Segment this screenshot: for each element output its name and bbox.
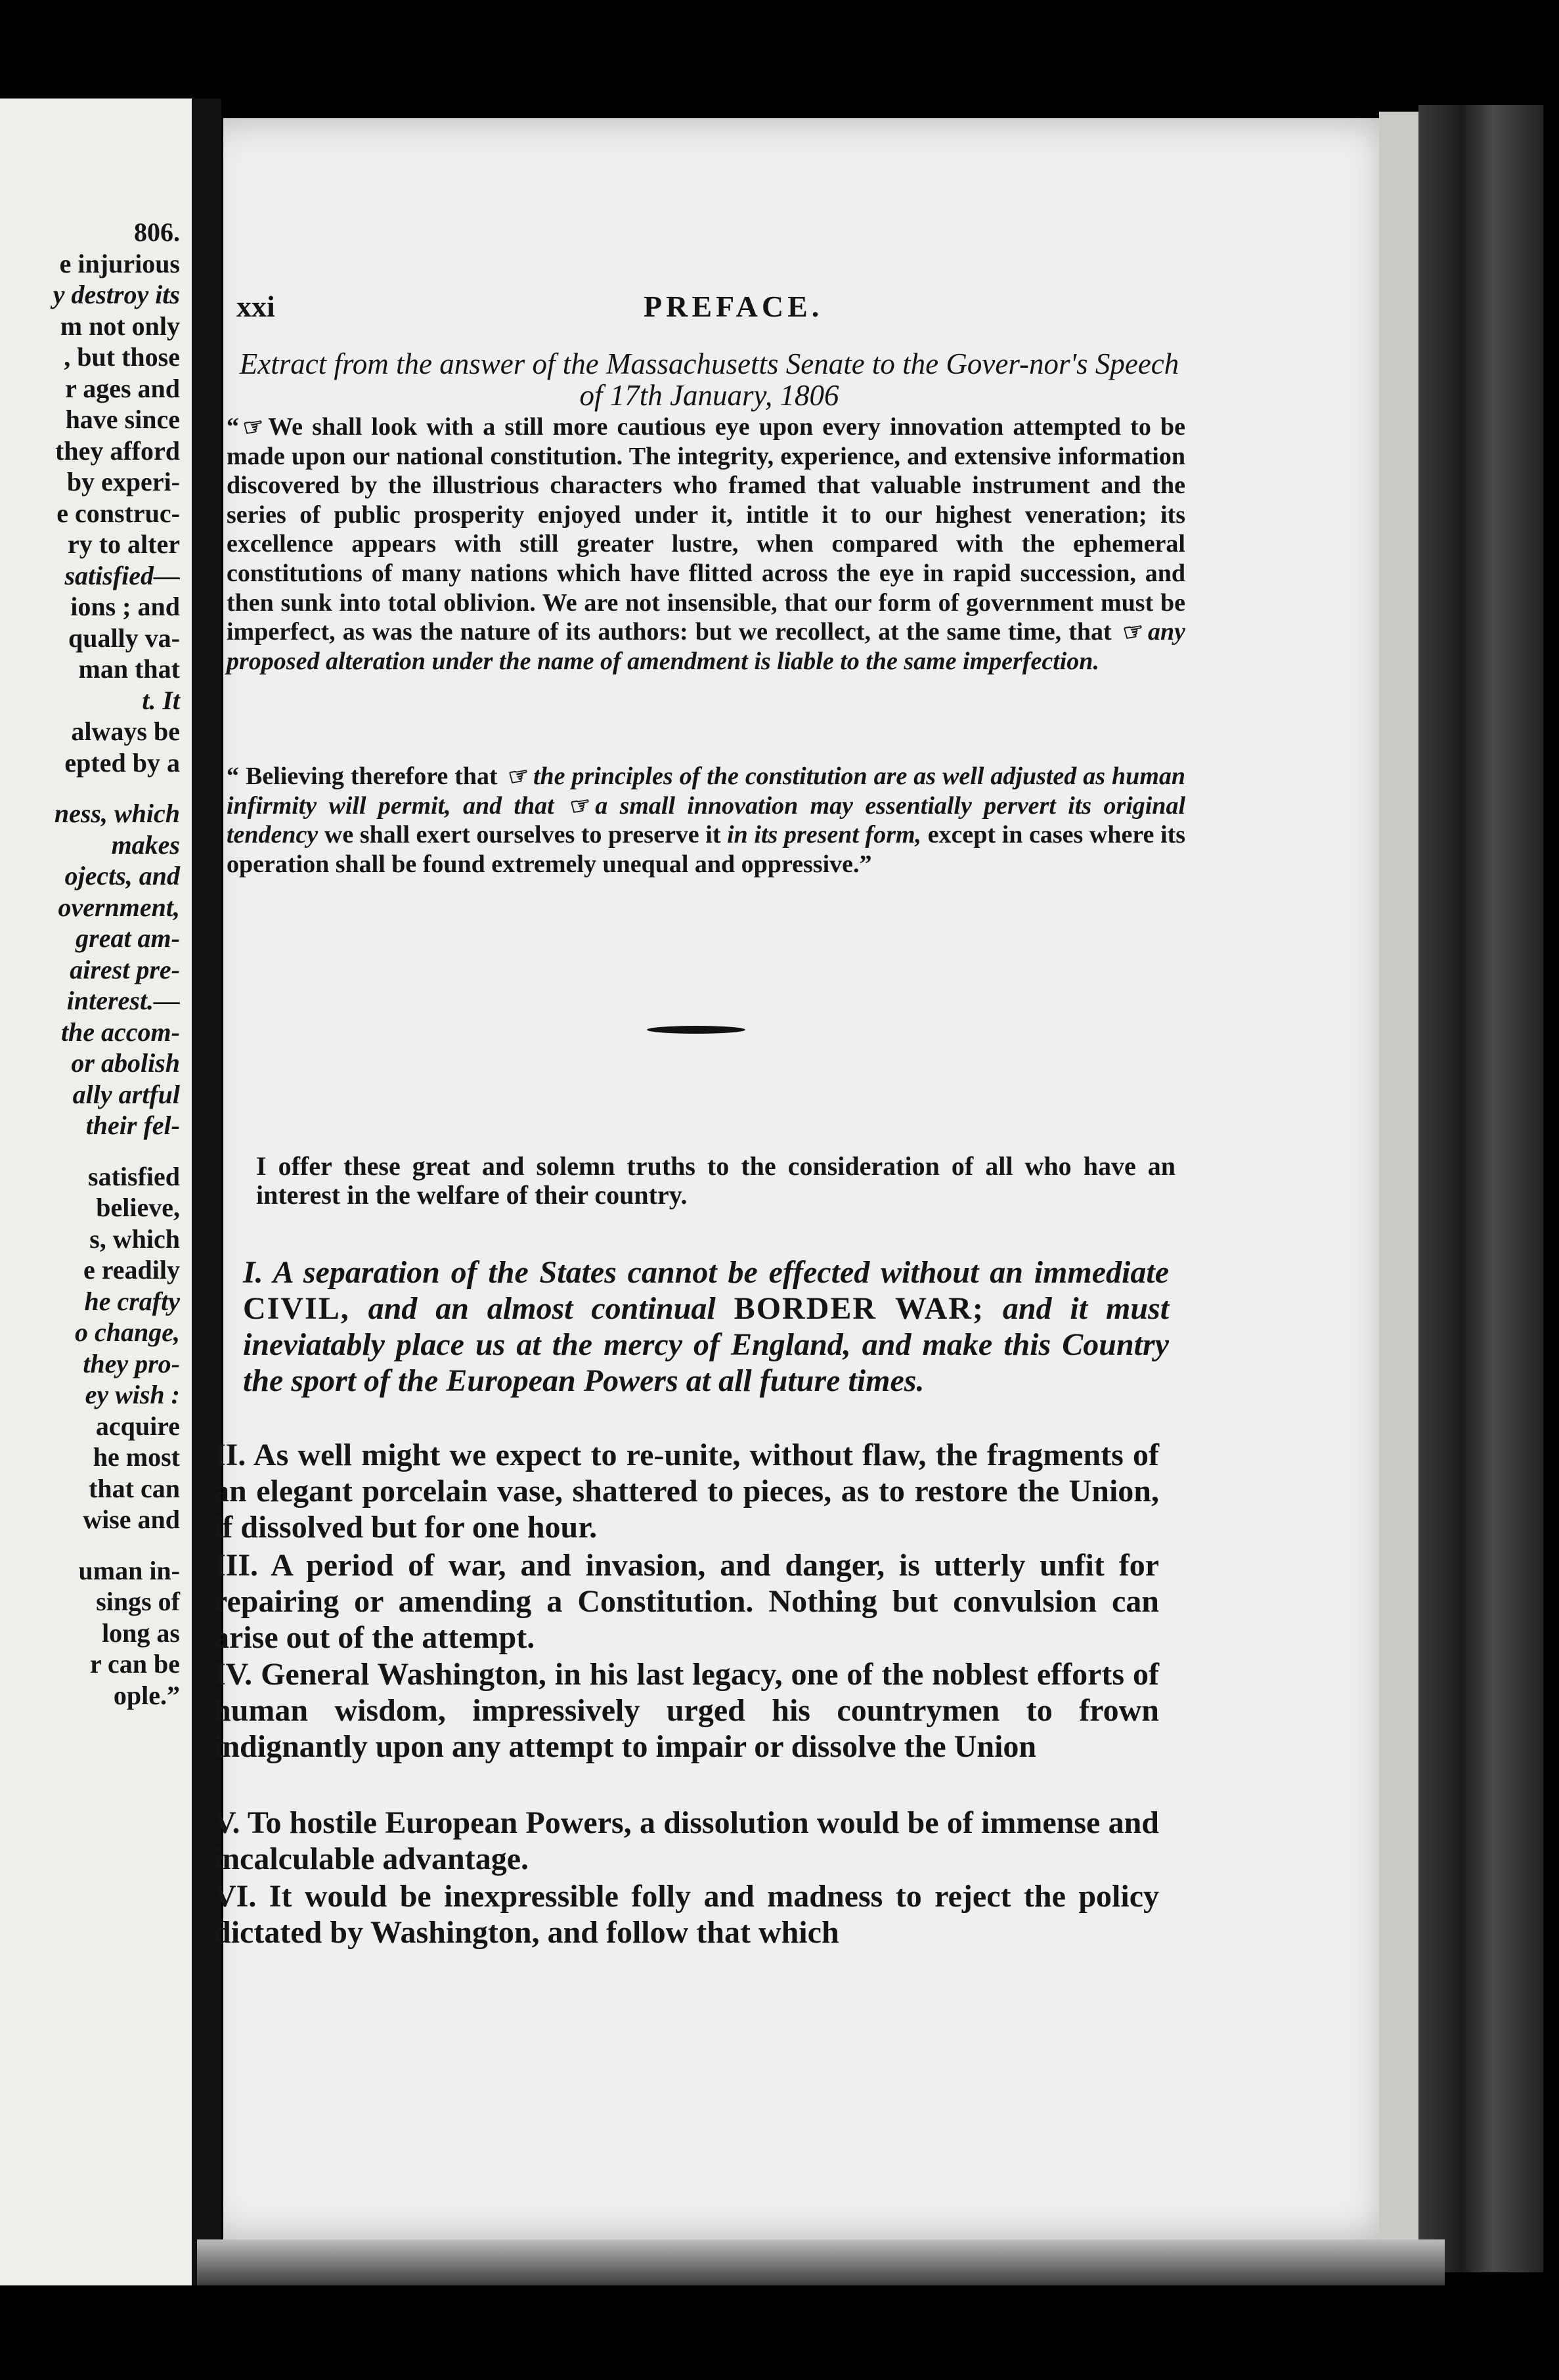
left-page-line: he most bbox=[93, 1442, 180, 1472]
left-page-line: ry to alter bbox=[67, 529, 180, 559]
left-page-line: ey wish : bbox=[85, 1380, 180, 1409]
left-page-line: r can be bbox=[89, 1649, 180, 1679]
left-page-line: ions ; and bbox=[70, 592, 180, 621]
left-page-line: they afford bbox=[55, 435, 180, 466]
book-gutter bbox=[192, 99, 221, 2285]
left-page-line: ojects, and bbox=[64, 861, 180, 891]
left-page-line: r ages and bbox=[65, 373, 180, 403]
pointing-hand-icon: ☞ bbox=[567, 791, 594, 821]
left-page-line: by experi- bbox=[66, 467, 180, 496]
left-page-line: interest.— bbox=[66, 986, 180, 1015]
point-6: VI. It would be inexpressible folly and madness to reject the policy dictated by Washington, and follow that which bbox=[213, 1879, 1159, 1950]
quote1-italic: any proposed alteration under the name of amendment is liable to the same imperfection. bbox=[227, 618, 1185, 675]
left-page-line: wise and bbox=[83, 1505, 180, 1534]
left-page-line: satisfied bbox=[88, 1161, 180, 1191]
point-1: I. A separation of the States cannot be effected without an immediate CIVIL, and an almost continual BORDER WAR; and it must ineviatably place us at the mercy of England, and make this Country the sport of the European Powers at all future times. bbox=[243, 1255, 1170, 1398]
point-4: IV. General Washington, in his last legacy, one of the noblest efforts of human wisdom, impressively urged his countrymen to frown indignantly upon any attempt to impair or dissolve the Union bbox=[213, 1657, 1159, 1764]
left-page-line: qually va- bbox=[68, 623, 180, 653]
left-page-line: the accom- bbox=[60, 1017, 180, 1047]
page-number: xxi bbox=[236, 290, 275, 323]
senate-quote-paragraph-1: “☞We shall look with a still more cautious eye upon every innovation attempted to be made upon our national constitution. The integrity, experience, and extensive information discovered by the illustrious characters who framed that valuable instrument and the series of public prosperity enjoyed under it, intitle it to our highest veneration; its excellence appears with still greater lustre, when compared with the ephemeral constitutions of many nations which have flitted across the eye in rapid succession, and then sunk into total oblivion. We are not insensible, that our form of government must be imperfect, as was the nature of its authors: but we recollect, at the same time, that ☞any proposed alteration under the name of amendment is liable to the same imperfection. bbox=[227, 412, 1185, 675]
left-page-line: he crafty bbox=[84, 1286, 180, 1316]
left-page-line: satisfied— bbox=[64, 560, 180, 590]
left-page-line: m not only bbox=[60, 311, 180, 341]
senate-quote-paragraph-2: “ Believing therefore that ☞the principles of the constitution are as well adjusted as human infirmity will permit, and that ☞a small innovation may essentially pervert its original tendency we shall exert ourselves to preserve it in its present form, except in cases where its operation shall be found extremely unequal and oppressive.” bbox=[227, 761, 1186, 878]
left-page-line: , but those bbox=[64, 342, 180, 372]
intro-paragraph: I offer these great and solemn truths to the consideration of all who have an interest in the welfare of their country. bbox=[256, 1151, 1175, 1210]
left-page-line: o change, bbox=[75, 1317, 180, 1347]
left-page-line: believe, bbox=[96, 1193, 180, 1222]
page-header bbox=[236, 289, 1156, 335]
left-page-line: always be bbox=[71, 716, 180, 746]
page-title: PREFACE. bbox=[644, 290, 823, 323]
left-page-line: that can bbox=[89, 1473, 180, 1503]
pointing-hand-icon: ☞ bbox=[240, 412, 267, 442]
left-page-line: t. It bbox=[142, 685, 180, 715]
bottom-page-edge bbox=[197, 2239, 1445, 2285]
left-page-line: have since bbox=[65, 405, 180, 434]
left-page-line: epted by a bbox=[64, 747, 180, 778]
left-page-line: e readily bbox=[83, 1255, 180, 1285]
ornamental-divider bbox=[647, 1026, 745, 1034]
left-page-line: overnment, bbox=[58, 892, 180, 922]
quote1-text: We shall look with a still more cautious eye upon every innovation attempted to be made upon our national constitution. The integrity, experience, and extensive information discovered by the illustrious characters who framed that valuable instrument and the series of public prosperity enjoyed under it, intitle it to our highest veneration; its excellence appears with still greater lustre, when compared with the ephemeral constitutions of many nations which have flitted across the eye in rapid succession, and then sunk into total oblivion. We are not insensible, that our form of government must be imperfect, as was the nature of its authors: but we recollect, at the same time, that bbox=[227, 413, 1185, 646]
point-5: V. To hostile European Powers, a dissolution would be of immense and incalculable advantage. bbox=[213, 1805, 1159, 1876]
left-page-line: makes bbox=[111, 829, 180, 860]
left-page-line: long as bbox=[102, 1618, 180, 1648]
left-page-fragment bbox=[0, 99, 192, 2285]
pointing-hand-icon: ☞ bbox=[506, 761, 532, 791]
point-3: III. A period of war, and invasion, and danger, is utterly unfit for repairing or amending a Constitution. Nothing but convulsion can arise out of the attempt. bbox=[213, 1548, 1159, 1655]
page-edge bbox=[1379, 112, 1418, 2253]
extract-title: Extract from the answer of the Massachusetts Senate to the Gover-nor's Speech of 17th January, 1806 bbox=[239, 347, 1179, 412]
left-page-line: uman in- bbox=[78, 1555, 180, 1585]
book-cover-edge bbox=[1418, 105, 1543, 2272]
left-page-line: 806. bbox=[134, 217, 180, 247]
pointing-hand-icon: ☞ bbox=[1120, 617, 1147, 647]
left-page-line: ople.” bbox=[113, 1680, 180, 1710]
left-page-line: s, which bbox=[89, 1223, 180, 1254]
left-page-line: y destroy its bbox=[53, 280, 180, 309]
left-page-line: sings of bbox=[96, 1587, 180, 1616]
left-page-line: or abolish bbox=[71, 1048, 180, 1078]
left-page-line: e construc- bbox=[56, 498, 180, 528]
left-page-line: acquire bbox=[95, 1411, 180, 1441]
left-page-line: airest pre- bbox=[70, 954, 180, 984]
left-page-line: their fel- bbox=[85, 1111, 180, 1140]
left-page-line: they pro- bbox=[83, 1348, 180, 1378]
left-page-line: man that bbox=[78, 654, 180, 684]
left-page-line: e injurious bbox=[59, 248, 180, 278]
left-page-line: ally artful bbox=[72, 1079, 180, 1109]
left-page-line: great am- bbox=[76, 923, 180, 953]
left-page-line: ness, which bbox=[54, 799, 180, 828]
point-2: II. As well might we expect to re-unite, without flaw, the fragments of an elegant porcelain vase, shattered to pieces, as to restore the Union, if dissolved but for one hour. bbox=[213, 1438, 1159, 1545]
